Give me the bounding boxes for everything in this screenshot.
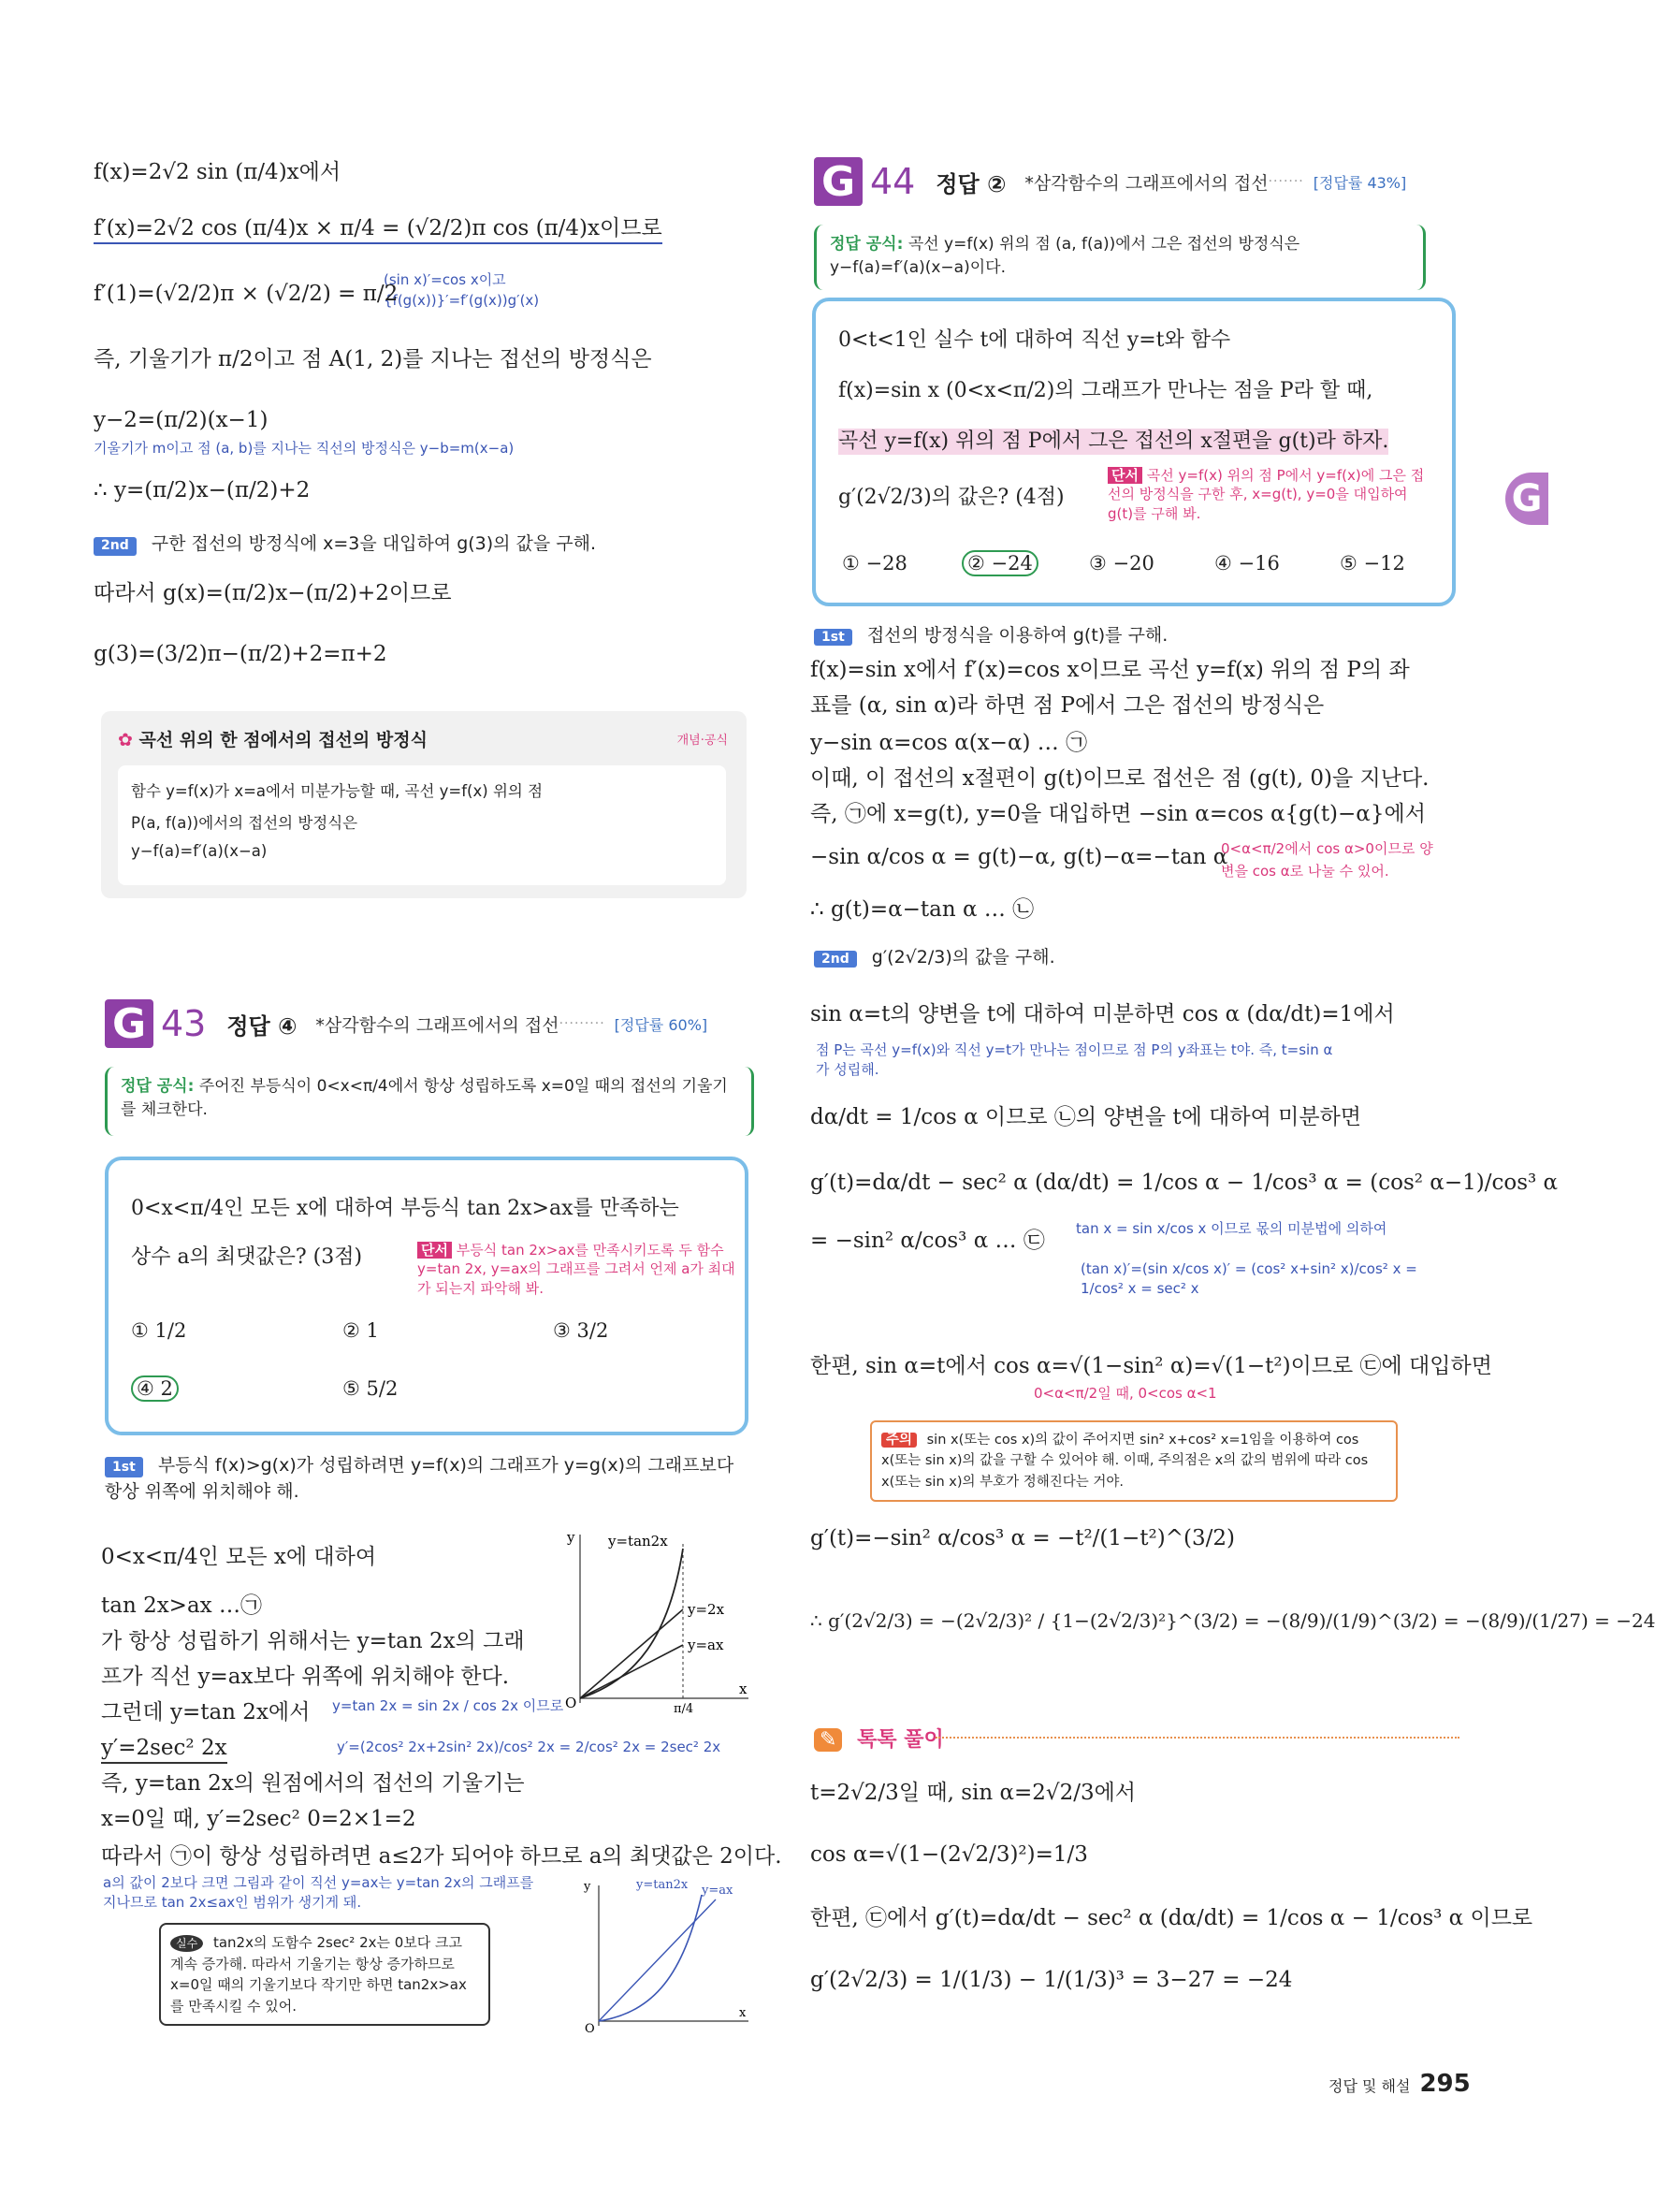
page-number: 295 <box>1419 2070 1471 2098</box>
quick-solution-title: ✎ 톡톡 풀이 <box>814 1724 944 1753</box>
question-text: f(x)=sin x (0<x<π/2)의 그래프가 만나는 점을 P라 할 때, <box>838 379 1373 402</box>
question-box <box>812 298 1456 606</box>
mistake-tag: 실수 <box>170 1935 203 1952</box>
question-text: g′(2√2/3)의 값은? (4점) <box>838 486 1065 509</box>
solution-line: ∴ y=(π/2)x−(π/2)+2 <box>94 478 311 502</box>
quick-solution <box>810 1780 1533 2060</box>
topic: *삼각함수의 그래프에서의 접선 <box>315 1014 559 1036</box>
graph-label: O <box>565 1695 577 1711</box>
solution-line: f(x)=2√2 sin (π/4)x에서 <box>94 160 341 184</box>
step-text: g′(2√2/3)의 값을 구해. <box>871 947 1055 968</box>
question-text: 곡선 y=f(x) 위의 점 P에서 그은 접선의 x절편을 g(t)라 하자. <box>838 429 1389 453</box>
note-cos: 0<α<π/2에서 cos α>0이므로 양변을 cos α로 나눌 수 있어. <box>1221 840 1433 880</box>
note-tan: y=tan 2x = sin 2x / cos 2x 이므로 <box>332 1697 564 1714</box>
caution-box <box>870 1420 1398 1502</box>
solution-line: 가 항상 성립하기 위해서는 y=tan 2x의 그래 <box>101 1629 525 1653</box>
topic: *삼각함수의 그래프에서의 접선 <box>1024 172 1269 194</box>
graph-label: x <box>739 2006 747 2020</box>
solution-line: 즉, y=tan 2x의 원점에서의 접선의 기울기는 <box>101 1771 525 1796</box>
note-slope: 기울기가 m이고 점 (a, b)를 지나는 직선의 방정식은 y−b=m(x−a) <box>94 440 515 457</box>
problem-letter: G <box>814 157 863 206</box>
formula-text: y−f(a)=f′(a)(x−a)이다. <box>830 258 1006 277</box>
choice-3: ③ −20 <box>1089 552 1154 575</box>
solution-line: y−sin α=cos α(x−α) … ㉠ <box>810 731 1088 755</box>
solution-line: 프가 직선 y=ax보다 위쪽에 위치해야 한다. <box>101 1665 510 1689</box>
solution-line: g(3)=(3/2)π−(π/2)+2=π+2 <box>94 642 387 666</box>
solution-line: f′(x)=2√2 cos (π/4)x × π/4 = (√2/2)π cos (π/4)x이므로 <box>94 215 662 244</box>
graph-label: y=2x <box>688 1601 725 1618</box>
step-2 <box>94 533 596 556</box>
solution-line: g′(t)=−sin² α/cos³ α = −t²/(1−t²)^(3/2) <box>810 1526 1235 1550</box>
answer: 정답 ② <box>936 170 1007 197</box>
step-tag: 2nd <box>94 537 137 556</box>
graph-label: y=tan2x <box>636 1878 689 1892</box>
concept-tag: 개념·공식 <box>676 734 728 748</box>
caution-tag: 주의 <box>881 1433 917 1448</box>
problem-header-g44: G 44 정답 ② *삼각함수의 그래프에서의 접선 ······· [정답률 43%] <box>814 157 1406 206</box>
hint: 단서 부등식 tan 2x>ax를 만족시키도록 두 함수 y=tan 2x, y=ax의 그래프를 그려서 언제 a가 최대가 되는지 파악해 봐. <box>417 1242 735 1297</box>
solution-line: tan 2x>ax …㉠ <box>101 1594 262 1618</box>
solution-line: g′(2√2/3) = 1/(1/3) − 1/(1/3)³ = 3−27 = −24 <box>810 1968 1293 1992</box>
solution-line: y′=2sec² 2x <box>101 1735 227 1764</box>
choice-4-correct: ④ 2 <box>131 1377 179 1400</box>
graph-label: π/4 <box>674 1702 694 1716</box>
solution-line: g′(t)=dα/dt − sec² α (dα/dt) = 1/cos α − 1/cos³ α = (cos² α−1)/cos³ α <box>810 1171 1559 1195</box>
solution-line: 이때, 이 접선의 x절편이 g(t)이므로 접선은 점 (g(t), 0)을 지난다. <box>810 766 1430 791</box>
solution-line: 한편, ㉢에서 g′(t)=dα/dt − sec² α (dα/dt) = 1/cos α − 1/cos³ α 이므로 <box>810 1906 1533 1930</box>
problem-number: 44 <box>870 161 916 202</box>
choice-5: ⑤ −12 <box>1340 552 1405 575</box>
solution-line: 0<x<π/4인 모든 x에 대하여 <box>101 1545 377 1569</box>
solution-line: dα/dt = 1/cos α 이므로 ㉡의 양변을 t에 대하여 미분하면 <box>810 1105 1361 1129</box>
g44-solution-2 <box>810 1001 1655 1675</box>
note-bigger: a의 값이 2보다 크면 그림과 같이 직선 y=ax는 y=tan 2x의 그래프를 지나므로 tan 2x≤ax인 범위가 생기게 돼. <box>103 1874 534 1911</box>
solution-line: cos α=√(1−(2√2/3)²)=1/3 <box>810 1842 1088 1867</box>
question-text: 0<x<π/4인 모든 x에 대하여 부등식 tan 2x>ax를 만족하는 <box>131 1197 679 1220</box>
concept-title: ✿ 곡선 위의 한 점에서의 접선의 방정식 <box>118 730 428 750</box>
note-chain-rule: (sin x)′=cos x이고 <box>384 271 506 288</box>
graph-label: y <box>584 1880 591 1894</box>
formula-box <box>814 225 1426 290</box>
problem-letter: G <box>105 999 153 1048</box>
formula-text: 곡선 y=f(x) 위의 점 (a, f(a))에서 그은 접선의 방정식은 <box>907 235 1300 254</box>
solution-line: t=2√2/3일 때, sin α=2√2/3에서 <box>810 1781 1137 1805</box>
note-chain-rule-2: {f(g(x))}′=f′(g(x))g′(x) <box>384 292 540 309</box>
step-tag: 2nd <box>814 951 857 968</box>
solution-line: f(x)=sin x에서 f′(x)=cos x이므로 곡선 y=f(x) 위의 점 P의 좌 <box>810 658 1410 682</box>
choice-2: ② 1 <box>342 1319 379 1342</box>
footer-label: 정답 및 해설 <box>1328 2077 1411 2095</box>
solution-line: 한편, sin α=t에서 cos α=√(1−sin² α)=√(1−t²)이므로 ㉢에 대입하면 <box>810 1354 1492 1378</box>
question-text: 0<t<1인 실수 t에 대하여 직선 y=t와 함수 <box>838 328 1231 352</box>
solution-line: 따라서 g(x)=(π/2)x−(π/2)+2이므로 <box>94 581 452 605</box>
graph-label: y <box>567 1529 575 1546</box>
note-tan-quotient: tan x = sin x/cos x 이므로 몫의 미분법에 의하여 <box>1076 1220 1387 1237</box>
choice-2-correct: ② −24 <box>962 552 1038 575</box>
solution-line: x=0일 때, y′=2sec² 0=2×1=2 <box>101 1807 416 1831</box>
solution-line: 즉, ㉠에 x=g(t), y=0을 대입하면 −sin α=cos α{g(t)−α}에서 <box>810 802 1426 826</box>
concept-body: P(a, f(a))에서의 접선의 방정식은 <box>131 814 358 832</box>
graph-steeper-line <box>571 1871 758 2040</box>
solution-line: 그런데 y=tan 2x에서 <box>101 1700 311 1724</box>
step-tag: 1st <box>814 629 852 646</box>
accuracy-rate: [정답률 60%] <box>614 1015 708 1034</box>
formula-text: 주어진 부등식이 0<x<π/4에서 항상 성립하도록 x=0일 때의 접선의 기울기를 체크한다. <box>121 1077 728 1119</box>
step-1 <box>105 1453 750 1505</box>
graph-label: y=ax <box>702 1884 733 1898</box>
solution-line: ∴ g(t)=α−tan α … ㉡ <box>810 897 1035 922</box>
caution-text: sin x(또는 cos x)의 값이 주어지면 sin² x+cos² x=1임을 이용하여 cos x(또는 sin x)의 값을 구할 수 있어야 해. 이때, 주의점은 x의 값의 범위에 따라 cos x(또는 sin x)의 부호가 정해진다는 거야. <box>881 1433 1369 1490</box>
section-tab: G <box>1505 473 1548 525</box>
solution-line: = −sin² α/cos³ α … ㉢ <box>810 1229 1045 1253</box>
note-tan-quotient-2: (tan x)′=(sin x/cos x)′ = (cos² x+sin² x)/cos² x = 1/cos² x = sec² x <box>1081 1260 1417 1297</box>
choice-5: ⑤ 5/2 <box>342 1377 399 1400</box>
mistake-box <box>159 1923 490 2026</box>
choice-1: ① 1/2 <box>131 1319 187 1342</box>
choice-1: ① −28 <box>842 552 907 575</box>
g44-solution-1 <box>810 657 1465 956</box>
flower-icon: ✿ <box>118 730 133 750</box>
accuracy-rate: [정답률 43%] <box>1313 173 1407 192</box>
formula-label: 정답 공식: <box>830 235 904 254</box>
question-text: 상수 a의 최댓값은? (3점) <box>131 1245 363 1269</box>
solution-line: ∴ g′(2√2/3) = −(2√2/3)² / {1−(2√2/3)²}^(3/2) = −(8/9)/(1/9)^(3/2) = −(8/9)/(1/27) = −24 <box>810 1609 1655 1632</box>
solution-line: f′(1)=(√2/2)π × (√2/2) = π/2 <box>94 282 399 306</box>
concept-box <box>101 711 747 898</box>
step-text: 구한 접선의 방정식에 x=3을 대입하여 g(3)의 값을 구해. <box>151 533 597 554</box>
solution-line: 따라서 ㉠이 항상 성립하려면 a≤2가 되어야 하므로 a의 최댓값은 2이다. <box>101 1844 782 1869</box>
formula-box <box>105 1067 754 1136</box>
solution-line: 즉, 기울기가 π/2이고 점 A(1, 2)를 지나는 접선의 방정식은 <box>94 347 652 371</box>
graph-label: y=tan2x <box>608 1533 668 1550</box>
problem-number: 43 <box>161 1003 207 1044</box>
graph-label: y=ax <box>688 1637 724 1653</box>
graph-label: x <box>739 1681 748 1697</box>
solution-line: 표를 (α, sin α)라 하면 점 P에서 그은 접선의 방정식은 <box>810 693 1325 718</box>
graph-label: O <box>585 2022 595 2036</box>
concept-body: y−f(a)=f′(a)(x−a) <box>131 842 268 860</box>
note-deriv: y′=(2cos² 2x+2sin² 2x)/cos² 2x = 2/cos² 2x = 2sec² 2x <box>337 1739 721 1755</box>
formula-label: 정답 공식: <box>121 1077 195 1096</box>
hint: 단서 곡선 y=f(x) 위의 점 P에서 y=f(x)에 그은 접선의 방정식을 구한 후, x=g(t), y=0을 대입하여 g(t)를 구해 봐. <box>1108 467 1425 522</box>
solution-line: sin α=t의 양변을 t에 대하여 미분하면 cos α (dα/dt)=1에서 <box>810 1002 1395 1026</box>
step-tag: 1st <box>105 1457 143 1477</box>
note-range: 0<α<π/2일 때, 0<cos α<1 <box>1034 1385 1217 1402</box>
step-text: 접선의 방정식을 이용하여 g(t)를 구해. <box>866 625 1169 646</box>
note-p: 점 P는 곡선 y=f(x)와 직선 y=t가 만나는 점이므로 점 P의 y좌표는 t야. 즉, t=sin α가 성립해. <box>816 1041 1333 1078</box>
question-box <box>105 1157 748 1435</box>
choice-3: ③ 3/2 <box>553 1319 609 1342</box>
problem-header-g43: G 43 정답 ④ *삼각함수의 그래프에서의 접선 ········· [정답률 60%] <box>105 999 707 1048</box>
answer: 정답 ④ <box>226 1012 298 1040</box>
step-1 <box>814 621 1168 647</box>
concept-body: 함수 y=f(x)가 x=a에서 미분가능할 때, 곡선 y=f(x) 위의 점 <box>131 782 544 800</box>
solution-line: −sin α/cos α = g(t)−α, g(t)−α=−tan α <box>810 845 1228 869</box>
mistake-text: tan2x의 도함수 2sec² 2x는 0보다 크고 계속 증가해. 따라서 기울기는 항상 증가하므로 x=0일 때의 기울기보다 작기만 하면 tan2x>ax를 만족시킬 수 있어. <box>170 1934 467 2015</box>
step-2 <box>814 943 1055 968</box>
graph-tan2x <box>552 1525 758 1716</box>
footer <box>1328 2070 1471 2098</box>
solution-line: y−2=(π/2)(x−1) <box>94 408 269 432</box>
wrench-icon: ✎ <box>814 1728 842 1752</box>
choice-4: ④ −16 <box>1214 552 1280 575</box>
step-text: 부등식 f(x)>g(x)가 성립하려면 y=f(x)의 그래프가 y=g(x)의 그래프보다 항상 위쪽에 위치해야 해. <box>105 1455 734 1502</box>
